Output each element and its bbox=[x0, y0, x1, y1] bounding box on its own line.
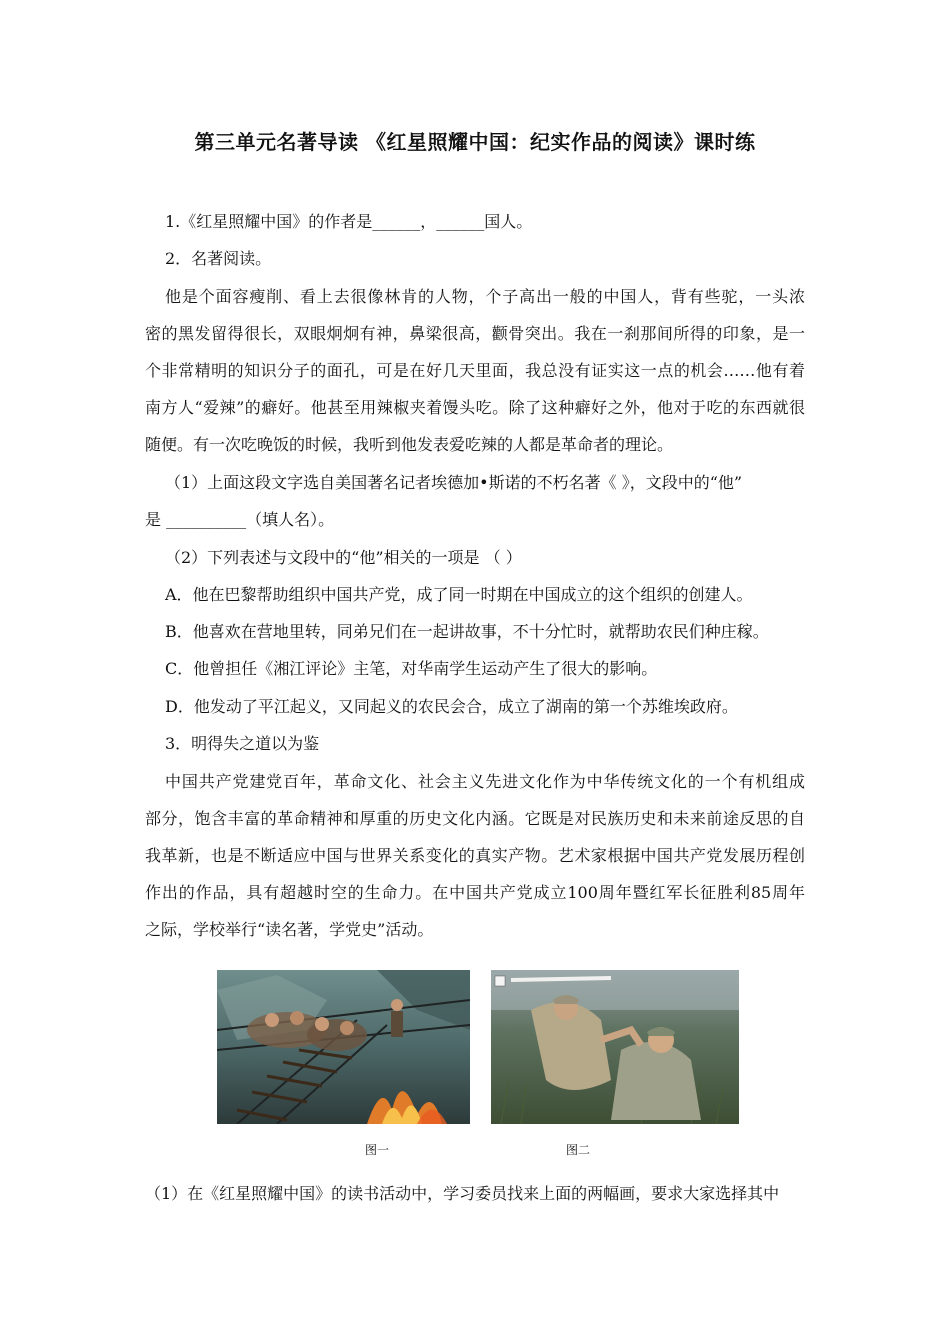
figure-2-painting bbox=[491, 970, 739, 1124]
question-3-1: （1）在《红星照耀中国》的读书活动中，学习委员找来上面的两幅画，要求大家选择其中 bbox=[145, 1184, 780, 1203]
figure-2-caption: 图二 bbox=[566, 1143, 591, 1157]
q3-passage-line: 我革新，也是不断适应中国与世界关系变化的真实产物。艺术家根据中国共产党发展历程创 bbox=[145, 846, 805, 865]
figure-1-painting bbox=[217, 970, 470, 1124]
passage-line: 密的黑发留得很长，双眼炯炯有神，鼻梁很高，颧骨突出。我在一刹那间所得的印象，是一 bbox=[145, 324, 805, 343]
figure-1-caption: 图一 bbox=[365, 1143, 390, 1157]
passage-line: 随便。有一次吃晚饭的时候，我听到他发表爱吃辣的人都是革命者的理论。 bbox=[145, 435, 674, 454]
passage-line: 南方人“爱辣”的癖好。他甚至用辣椒夹着馒头吃。除了这种癖好之外，他对于吃的东西就很 bbox=[145, 398, 805, 417]
option-c: C．他曾担任《湘江评论》主笔，对华南学生运动产生了很大的影响。 bbox=[165, 659, 658, 678]
q3-passage-line: 作出的作品，具有超越时空的生命力。在中国共产党成立100周年暨红军长征胜利85周年 bbox=[145, 883, 805, 902]
q3-passage-line: 之际，学校举行“读名著，学党史”活动。 bbox=[145, 920, 434, 939]
passage-line: 他是个面容瘦削、看上去很像林肯的人物，个子高出一般的中国人，背有些驼，一头浓 bbox=[165, 287, 805, 306]
option-d: D．他发动了平江起义，又同起义的农民会合，成立了湖南的第一个苏维埃政府。 bbox=[165, 697, 738, 716]
question-2-heading: 2．名著阅读。 bbox=[165, 249, 272, 268]
question-2-1-line1: （1）上面这段文字选自美国著名记者埃德加•斯诺的不朽名著《 》，文段中的“他” bbox=[165, 473, 743, 492]
question-2-1-line2: 是 __________（填人名）。 bbox=[145, 510, 335, 529]
page-title: 第三单元名著导读 《红星照耀中国：纪实作品的阅读》课时练 bbox=[194, 130, 756, 154]
passage-line: 个非常精明的知识分子的面孔，可是在好几天里面，我总没有证实这一点的机会……他有着 bbox=[145, 361, 805, 380]
question-1: 1.《红星照耀中国》的作者是______，______国人。 bbox=[165, 212, 533, 231]
question-2-2: （2）下列表述与文段中的“他”相关的一项是 （ ） bbox=[165, 548, 522, 567]
q3-passage-line: 中国共产党建党百年，革命文化、社会主义先进文化作为中华传统文化的一个有机组成 bbox=[165, 772, 805, 791]
option-a: A．他在巴黎帮助组织中国共产党，成了同一时期在中国成立的这个组织的创建人。 bbox=[165, 585, 753, 604]
option-b: B．他喜欢在营地里转，同弟兄们在一起讲故事，不十分忙时，就帮助农民们种庄稼。 bbox=[165, 622, 769, 641]
question-3-heading: 3．明得失之道以为鉴 bbox=[165, 734, 320, 753]
q3-passage-line: 部分，饱含丰富的革命精神和厚重的历史文化内涵。它既是对民族历史和未来前途反思的自 bbox=[145, 809, 805, 828]
